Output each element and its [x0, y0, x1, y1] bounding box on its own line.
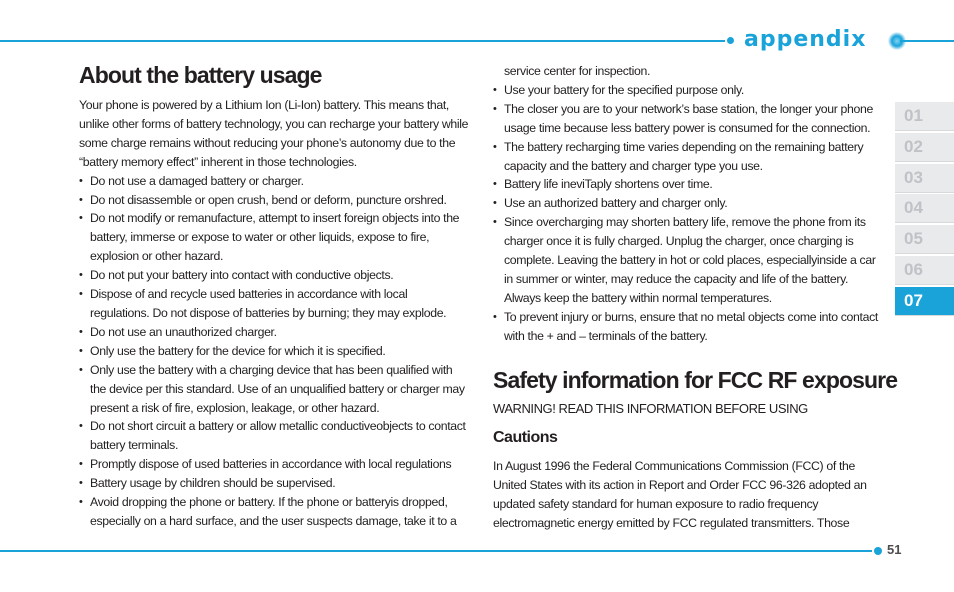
list-item: • To prevent injury or burns, ensure that no metal objects come into contact with the + and – terminals of the battery. [493, 308, 883, 346]
battery-bullet-list-continued [493, 81, 883, 346]
tab-05[interactable]: 05 [895, 225, 954, 254]
list-item: • Use your battery for the specified purpose only. [493, 81, 883, 100]
list-item: • Dispose of and recycle used batteries in accordance with local regulations. Do not dispose of batteries by burning; they may explode. [79, 285, 469, 323]
section-title: appendix [744, 27, 867, 52]
list-item: • Since overcharging may shorten battery life, remove the phone from its charger once it is fully charged. Unplug the charger, once charging is complete. Leaving the battery in hot or cold places, especiallyinside a car in summer or winter, may reduce the capacity and life of the battery. Always keep the battery within normal temperatures. [493, 213, 883, 308]
battery-intro-paragraph: Your phone is powered by a Lithium Ion (Li-Ion) battery. This means that, unlike other forms of battery technology, you can recharge your battery while some charge remains without reducing your phone’s autonomy due to the “battery memory effect” inherent in those technologies. [79, 98, 469, 169]
list-item: • Do not disassemble or open crush, bend or deform, puncture orshred. [79, 191, 469, 210]
fcc-paragraph: In August 1996 the Federal Communications Commission (FCC) of the United States with its action in Report and Order FCC 96-326 adopted an updated safety standard for human exposure to radio frequency electromagnetic energy emitted by FCC regulated transmitters. Those [493, 459, 867, 530]
right-column [493, 62, 883, 346]
footer-rule [0, 550, 872, 552]
chapter-tabs [895, 102, 954, 318]
list-item: • Do not use an unauthorized charger. [79, 323, 469, 342]
list-item: • Avoid dropping the phone or battery. If the phone or batteryis dropped, especially on a hard surface, and the user suspects damage, take it to a [79, 493, 469, 531]
fcc-safety-title: Safety information for FCC RF exposure [493, 367, 898, 393]
tab-07[interactable]: 07 [895, 287, 954, 316]
list-item: • Only use the battery with a charging device that has been qualified with the device per this standard. Use of an unqualified battery or charger may present a risk of fire, explosion, leakage, or other hazard. [79, 361, 469, 418]
list-item: • Only use the battery for the device for which it is specified. [79, 342, 469, 361]
list-item: • Do not modify or remanufacture, attempt to insert foreign objects into the battery, immerse or expose to water or other liquids, expose to fire, explosion or other hazard. [79, 209, 469, 266]
list-item: • The battery recharging time varies depending on the remaining battery capacity and the battery and charger type you use. [493, 138, 883, 176]
tab-02[interactable]: 02 [895, 133, 954, 162]
list-item: • Use an authorized battery and charger only. [493, 194, 883, 213]
list-item: • The closer you are to your network’s base station, the longer your phone usage time because less battery power is consumed for the connection. [493, 100, 883, 138]
tab-03[interactable]: 03 [895, 164, 954, 193]
page-number: 51 [887, 542, 902, 557]
tab-04[interactable]: 04 [895, 194, 954, 223]
tab-06[interactable]: 06 [895, 256, 954, 285]
cautions-heading: Cautions [493, 429, 558, 446]
list-item: • Battery usage by children should be supervised. [79, 474, 469, 493]
battery-usage-title: About the battery usage [79, 62, 322, 88]
left-column [79, 96, 469, 531]
list-item: • Do not short circuit a battery or allow metallic conductiveobjects to contact battery terminals. [79, 417, 469, 455]
list-item: • Do not use a damaged battery or charger. [79, 172, 469, 191]
warning-text: WARNING! READ THIS INFORMATION BEFORE USING [493, 401, 808, 416]
header-bullet-icon [727, 37, 734, 44]
tab-01[interactable]: 01 [895, 102, 954, 131]
list-item: • Promptly dispose of used batteries in accordance with local regulations [79, 455, 469, 474]
list-item: • Do not put your battery into contact with conductive objects. [79, 266, 469, 285]
header-rule-right [900, 40, 954, 42]
continuation-text: service center for inspection. [504, 64, 651, 78]
list-item: • Battery life ineviTaply shortens over time. [493, 175, 883, 194]
battery-bullet-list [79, 172, 469, 531]
footer-bullet-icon [874, 547, 882, 555]
header-rule-left [0, 40, 725, 42]
